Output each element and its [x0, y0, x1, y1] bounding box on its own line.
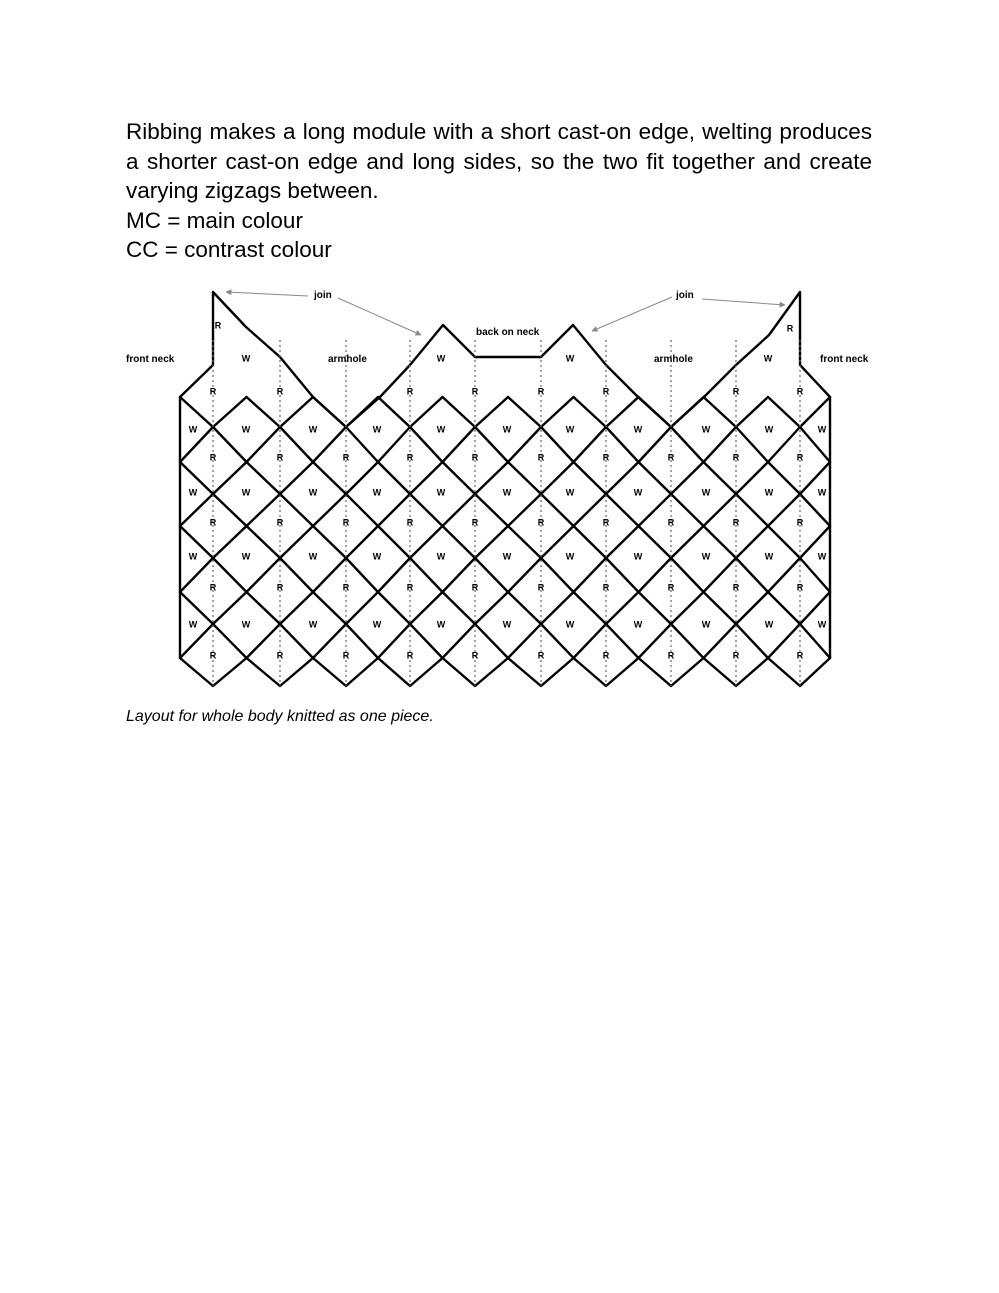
lattice-edge — [213, 494, 247, 526]
module-letter: W — [764, 424, 774, 435]
lattice-edge — [800, 397, 830, 427]
lattice-edge — [475, 494, 508, 526]
module-letter: W — [817, 424, 827, 435]
module-letter: R — [537, 452, 545, 463]
lattice-edge — [247, 397, 281, 427]
intro-paragraph: Ribbing makes a long module with a short cast-on edge, welting produces a shorter cast-on edge and long sides, so the two fit together and create varying zigzags between. — [126, 119, 872, 203]
lattice-edge — [247, 526, 281, 558]
lattice-edge — [410, 558, 443, 592]
module-letter: W — [372, 487, 382, 498]
lattice-edge — [736, 558, 768, 592]
module-letter: W — [701, 619, 711, 630]
module-letter: R — [406, 517, 414, 528]
module-letter: R — [667, 582, 675, 593]
module-letter: R — [276, 386, 284, 397]
lattice-edge — [574, 592, 607, 624]
lattice-edge — [313, 427, 346, 462]
lattice-edge — [280, 558, 313, 592]
module-letter: R — [471, 452, 479, 463]
module-letter: W — [633, 487, 643, 498]
module-letter: R — [732, 582, 740, 593]
module-letter: W — [241, 487, 251, 498]
lattice-edge — [378, 462, 410, 494]
lattice-edge — [443, 558, 476, 592]
lattice-edge — [574, 494, 607, 526]
lattice-edge — [378, 558, 410, 592]
intro-text — [126, 117, 872, 265]
lattice-edge — [639, 558, 672, 592]
lattice-edge — [508, 526, 541, 558]
module-letter: W — [701, 551, 711, 562]
lattice-edge — [247, 592, 281, 624]
module-letter: R — [602, 650, 610, 661]
module-letter: R — [342, 517, 350, 528]
lattice-edge — [639, 624, 672, 658]
lattice-edge — [346, 558, 378, 592]
lattice-edge — [671, 526, 704, 558]
lattice-edge — [541, 397, 574, 427]
lattice-edge — [443, 427, 476, 462]
lattice-edge — [574, 558, 607, 592]
module-letter: R — [732, 386, 740, 397]
armhole-label-left: armhole — [328, 354, 367, 365]
module-letter: R — [209, 517, 217, 528]
front-neck-label-right: front neck — [820, 354, 869, 365]
module-letter: W — [308, 487, 318, 498]
module-letter: R — [602, 452, 610, 463]
module-letter: W — [188, 619, 198, 630]
module-letter: R — [209, 582, 217, 593]
lattice-edge — [508, 624, 541, 658]
module-letter: W — [565, 551, 575, 562]
lattice-edge — [443, 526, 476, 558]
module-letter: W — [764, 619, 774, 630]
lattice-edge — [247, 558, 281, 592]
module-letter: W — [502, 551, 512, 562]
lattice-edge — [671, 397, 704, 427]
module-letter: W — [817, 487, 827, 498]
module-letter: W — [701, 424, 711, 435]
lattice-edge — [671, 624, 704, 658]
lattice-edge — [247, 427, 281, 462]
module-letter: R — [276, 650, 284, 661]
lattice-edge — [508, 462, 541, 494]
module-letter: R — [342, 582, 350, 593]
lattice-edge — [606, 558, 639, 592]
module-letter: R — [602, 386, 610, 397]
lattice-edge — [180, 494, 213, 526]
module-letter: W — [308, 551, 318, 562]
lattice-edge — [180, 397, 213, 427]
module-letter: R — [406, 452, 414, 463]
lattice-edge — [313, 592, 346, 624]
module-letter: W — [701, 487, 711, 498]
lattice-edge — [704, 558, 737, 592]
lattice-edge — [346, 494, 378, 526]
front-neck-label-left: front neck — [126, 354, 175, 365]
module-letter: W — [502, 619, 512, 630]
module-letter: R — [406, 582, 414, 593]
bottom-zigzag — [180, 658, 830, 686]
lattice-edge — [639, 397, 672, 427]
module-letter: W — [817, 551, 827, 562]
lattice-edge — [606, 494, 639, 526]
module-letter: W — [633, 424, 643, 435]
module-letter: W — [502, 487, 512, 498]
body-layout-diagram — [0, 280, 999, 700]
lattice-edge — [180, 558, 213, 592]
module-letter: R — [342, 452, 350, 463]
lattice-edge — [671, 494, 704, 526]
module-letter: W — [764, 551, 774, 562]
join-arrow-right-b — [702, 299, 785, 305]
module-letter: R — [276, 517, 284, 528]
module-letter: W — [372, 424, 382, 435]
lattice-edge — [410, 397, 443, 427]
cc-definition: CC = contrast colour — [126, 237, 332, 262]
module-letter: R — [214, 320, 222, 331]
lattice-edge — [574, 462, 607, 494]
module-letter: W — [241, 424, 251, 435]
module-letter: R — [537, 386, 545, 397]
module-letter: R — [537, 650, 545, 661]
lattice-edge — [541, 494, 574, 526]
join-label-right: join — [676, 290, 694, 301]
join-arrow-right-a — [592, 297, 672, 331]
module-letter: R — [342, 650, 350, 661]
lattice-edge — [736, 397, 768, 427]
lattice-edge — [704, 494, 737, 526]
module-letter: R — [667, 517, 675, 528]
lattice-edge — [639, 462, 672, 494]
lattice-edge — [574, 526, 607, 558]
lattice-edge — [443, 494, 476, 526]
lattice-edge — [378, 427, 410, 462]
module-letter: W — [436, 487, 446, 498]
lattice-edge — [313, 558, 346, 592]
module-letter: R — [406, 650, 414, 661]
lattice-edge — [508, 592, 541, 624]
lattice-edge — [213, 397, 247, 427]
lattice-edge — [736, 592, 768, 624]
lattice-edge — [378, 624, 410, 658]
lattice-edge — [378, 397, 410, 427]
lattice-edge — [410, 494, 443, 526]
module-letter: W — [633, 619, 643, 630]
module-letter: W — [188, 424, 198, 435]
lattice-edge — [671, 558, 704, 592]
module-letter: W — [436, 353, 446, 364]
module-letter: R — [276, 452, 284, 463]
lattice-edge — [768, 558, 800, 592]
module-letter: R — [796, 582, 804, 593]
back-on-neck-label: back on neck — [476, 327, 540, 338]
module-letter: R — [796, 386, 804, 397]
lattice-edge — [639, 427, 672, 462]
lattice-edge — [639, 526, 672, 558]
lattice-edge — [313, 397, 346, 427]
module-letter: R — [796, 650, 804, 661]
module-letter: R — [471, 517, 479, 528]
join-label-left: join — [314, 290, 332, 301]
module-letter: W — [565, 487, 575, 498]
lattice-edge — [247, 462, 281, 494]
mc-definition: MC = main colour — [126, 207, 303, 233]
module-letter: W — [764, 487, 774, 498]
lattice-edge — [736, 526, 768, 558]
lattice-edge — [443, 592, 476, 624]
lattice-edge — [508, 494, 541, 526]
lattice-edge — [768, 397, 800, 427]
lattice-edge — [443, 624, 476, 658]
lattice-edge — [768, 494, 800, 526]
armhole-label-right: armhole — [654, 354, 693, 365]
lattice-edge — [313, 624, 346, 658]
module-letter: W — [308, 619, 318, 630]
lattice-edge — [736, 427, 768, 462]
lattice-edge — [280, 494, 313, 526]
module-letter: R — [209, 386, 217, 397]
module-letter: R — [602, 517, 610, 528]
lattice-edge — [574, 624, 607, 658]
lattice-edge — [247, 494, 281, 526]
lattice-edge — [313, 494, 346, 526]
lattice-edge — [736, 462, 768, 494]
lattice-edge — [574, 427, 607, 462]
module-letter: R — [667, 452, 675, 463]
module-letter: R — [537, 517, 545, 528]
lattice-edge — [704, 397, 737, 427]
figure-caption: Layout for whole body knitted as one piece. — [126, 708, 434, 725]
lattice-edge — [736, 494, 768, 526]
lattice-edge — [574, 397, 607, 427]
module-letter: R — [732, 452, 740, 463]
module-letter: W — [436, 619, 446, 630]
lattice-edge — [508, 558, 541, 592]
module-letter: R — [209, 452, 217, 463]
module-letter: R — [276, 582, 284, 593]
lattice-edge — [800, 558, 830, 592]
module-letter: W — [241, 353, 251, 364]
lattice-edge — [639, 494, 672, 526]
top-outline — [180, 292, 830, 427]
module-letter: R — [667, 650, 675, 661]
module-letter: R — [796, 517, 804, 528]
lattice-edge — [508, 397, 541, 427]
module-letter: W — [372, 619, 382, 630]
module-letter: R — [471, 650, 479, 661]
module-letter: R — [786, 323, 794, 334]
lattice-edge — [443, 462, 476, 494]
module-letter: W — [502, 424, 512, 435]
module-letter: R — [406, 386, 414, 397]
module-letter: R — [602, 582, 610, 593]
lattice-edge — [671, 427, 704, 462]
lattice-edge — [475, 558, 508, 592]
lattice-edge — [378, 494, 410, 526]
module-letter: W — [188, 487, 198, 498]
lattice-edge — [346, 397, 378, 427]
lattice-edge — [671, 462, 704, 494]
module-letter: W — [817, 619, 827, 630]
lattice-edge — [736, 624, 768, 658]
module-letter: W — [633, 551, 643, 562]
module-letter: W — [308, 424, 318, 435]
module-letter: W — [565, 353, 575, 364]
join-arrow-left-b — [338, 298, 421, 335]
module-letter: W — [565, 424, 575, 435]
lattice-edge — [313, 526, 346, 558]
module-letter: W — [241, 551, 251, 562]
module-letter: R — [471, 386, 479, 397]
module-letter: R — [209, 650, 217, 661]
module-letter: W — [565, 619, 575, 630]
module-letter: R — [732, 650, 740, 661]
module-letter: R — [471, 582, 479, 593]
lattice-edge — [541, 558, 574, 592]
module-letter: R — [537, 582, 545, 593]
lattice-edge — [378, 526, 410, 558]
lattice-edge — [213, 558, 247, 592]
module-letter: W — [372, 551, 382, 562]
lattice-edge — [443, 397, 476, 427]
module-letter: W — [188, 551, 198, 562]
lattice-edge — [508, 427, 541, 462]
lattice-edge — [280, 397, 313, 427]
lattice-edge — [475, 397, 508, 427]
module-letter: W — [436, 551, 446, 562]
module-letter: W — [763, 353, 773, 364]
join-arrow-left-a — [226, 292, 308, 296]
module-letter: R — [796, 452, 804, 463]
lattice-edge — [671, 592, 704, 624]
module-letter: W — [436, 424, 446, 435]
module-letter: W — [241, 619, 251, 630]
lattice-edge — [378, 592, 410, 624]
lattice-edge — [606, 397, 639, 427]
lattice-edge — [800, 494, 830, 526]
lattice-edge — [639, 592, 672, 624]
lattice-edge — [247, 624, 281, 658]
module-letter: R — [732, 517, 740, 528]
lattice-edge — [313, 462, 346, 494]
